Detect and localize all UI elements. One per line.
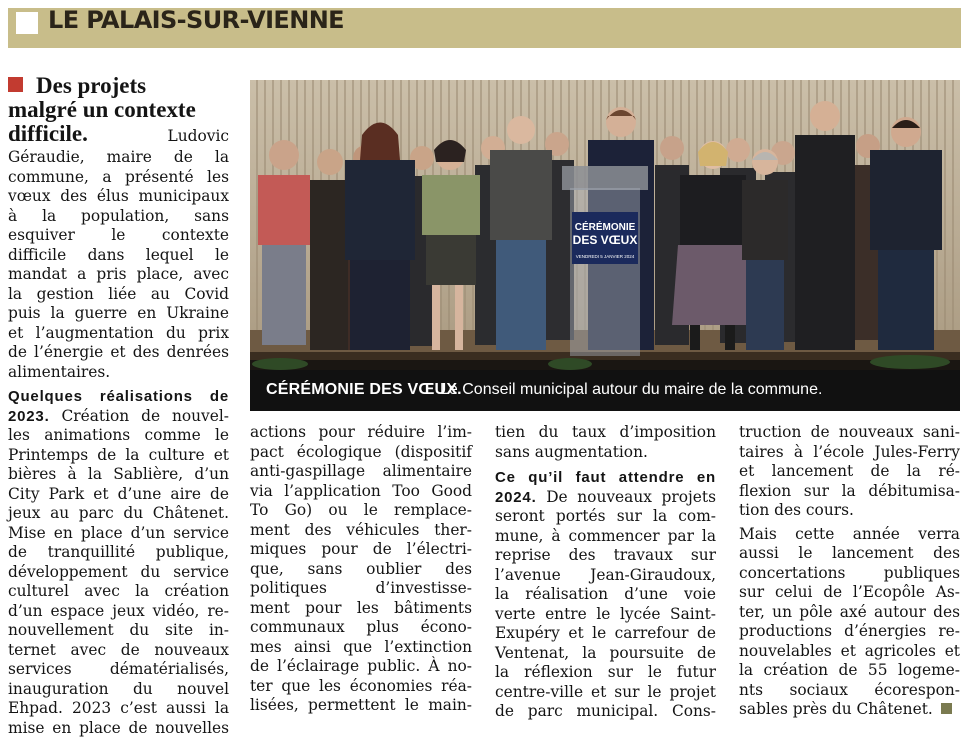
text-line: aussi le lancement des <box>739 544 960 564</box>
text-line: Géraudie, maire de la <box>8 148 229 168</box>
text-line: reprise des travaux sur <box>495 546 716 566</box>
intro-paragraph <box>8 148 229 382</box>
text-line: inauguration du nouvel <box>8 680 229 700</box>
text-line: de parc municipal. Cons- <box>495 702 716 722</box>
podium-sign-line-2: DES VŒUX <box>573 233 638 247</box>
text-line: la réalisation d’une voie <box>495 585 716 605</box>
text-line: City Park et d’une aire de <box>8 485 229 505</box>
text-line: mune, à commencer par la <box>495 527 716 547</box>
section-title: LE PALAIS-SUR-VIENNE <box>48 6 344 34</box>
text-line: bières à la Sablière, d’un <box>8 465 229 485</box>
text-line: la gestion liée au Covid <box>8 285 229 305</box>
text-line: et lancement de la ré- <box>739 462 960 482</box>
text-line: de l’éclairage public. À no- <box>250 657 472 677</box>
text-line: anti-gaspillage alimentaire <box>250 462 472 482</box>
text-line: ment pour les bâtiments <box>250 599 472 619</box>
text-line: que, sans oublier des <box>250 560 472 580</box>
plant <box>252 358 308 370</box>
text-line: To Go) ou le remplace- <box>250 501 472 521</box>
plant <box>548 358 592 370</box>
text-line: sans augmentation. <box>495 443 716 463</box>
subheading-line: Quelques réalisations de <box>8 387 229 407</box>
podium <box>562 166 648 356</box>
header-square-icon <box>16 12 38 34</box>
text-line: puis la guerre en Ukraine <box>8 304 229 324</box>
text-line: alimentaires. <box>8 363 229 383</box>
text-line: sur celui de l’Ecopôle As- <box>739 583 960 603</box>
text-line: nouvellement du site in- <box>8 621 229 641</box>
text-line: via l’application Too Good <box>250 482 472 502</box>
text-line: tion des cours. <box>739 501 960 521</box>
text-line: productions d’énergies re- <box>739 622 960 642</box>
headline-line: malgré un contexte <box>8 98 229 121</box>
subheading-line: Ce qu’il faut attendre en <box>495 468 716 488</box>
text-line: Ehpad. 2023 c’est aussi la <box>8 699 229 719</box>
text-line: Exupéry et le carrefour de <box>495 624 716 644</box>
text-line: Ventenat, la poursuite de <box>495 644 716 664</box>
text-line: pact écologique (dispositif <box>250 443 472 463</box>
text-line: nouvelables et agricoles et <box>739 642 960 662</box>
text-line: Mais cette année verra <box>739 525 960 545</box>
photo-illustration <box>250 80 960 411</box>
text-line: ter, un pôle axé autour des <box>739 603 960 623</box>
text-line: la création de 55 logeme- <box>739 661 960 681</box>
text-line: d’un espace jeux vidéo, re- <box>8 602 229 622</box>
podium-sign-date: VENDREDI 5 JANVIER 2024 <box>576 254 635 259</box>
text-line: difficile dans lequel le <box>8 246 229 266</box>
text-line: lisées, permettent le main- <box>250 696 472 716</box>
text-line: actions pour réduire l’im- <box>250 423 472 443</box>
column-2 <box>250 423 472 716</box>
text-line: de l’énergie et des denrées <box>8 343 229 363</box>
paragraph-ecopole <box>739 525 960 720</box>
section-2024 <box>495 468 716 722</box>
column-3 <box>495 423 716 722</box>
text-line: ment des véhicules ther- <box>250 521 472 541</box>
headline-line: Des projets <box>8 74 229 97</box>
text-line: commune, a présenté les <box>8 168 229 188</box>
text-line: concertations publiques <box>739 564 960 584</box>
text-line: Printemps de la culture et <box>8 446 229 466</box>
text-line: truction de nouveaux sani- <box>739 423 960 443</box>
text-line: de tranquillité publique, <box>8 543 229 563</box>
text-line: tien du taux d’imposition <box>495 423 716 443</box>
text-line: flexion sur la débitumisa- <box>739 482 960 502</box>
text-line: culturel avec la création <box>8 582 229 602</box>
text-line: à la population, sans <box>8 207 229 227</box>
podium-sign-line-1: CÉRÉMONIE <box>575 220 636 233</box>
text-line: développement du service <box>8 563 229 583</box>
photo-caption-text: Le Conseil municipal autour du maire de la commune. <box>440 381 822 399</box>
text-line: 2024. De nouveaux projets <box>495 488 716 508</box>
text-line: politiques d’investisse- <box>250 579 472 599</box>
section-2023 <box>8 387 229 738</box>
text-line: communaux plus écono- <box>250 618 472 638</box>
red-square-icon <box>8 77 23 92</box>
text-line: nts sociaux écorespon- <box>739 681 960 701</box>
text-line: les animations comme le <box>8 426 229 446</box>
column-1 <box>8 74 229 738</box>
text-line: esquiver le contexte <box>8 226 229 246</box>
text-line: 2023. Création de nouvel- <box>8 407 229 427</box>
text-line: ter que les économies réa- <box>250 677 472 697</box>
text-line: mise en place de nouvelles <box>8 719 229 738</box>
text-line: taires à l’école Jules-Ferry <box>739 443 960 463</box>
ceremony-photo <box>250 80 960 411</box>
text-line: services dématérialisés, <box>8 660 229 680</box>
text-line: ternet avec de nouveaux <box>8 641 229 661</box>
text-line: mandat a pris place, avec <box>8 265 229 285</box>
text-line: sables près du Châtenet. <box>739 700 960 720</box>
text-line: la réflexion sur le futur <box>495 663 716 683</box>
text-line: vœux des élus municipaux <box>8 187 229 207</box>
end-mark-icon <box>941 703 952 714</box>
plant <box>870 355 950 369</box>
column-4 <box>739 423 960 720</box>
text-line: centre-ville et sur le projet <box>495 683 716 703</box>
text-line: jeux au parc du Châtenet. <box>8 504 229 524</box>
text-line: miques pour de l’électri- <box>250 540 472 560</box>
text-line: Mise en place d’un service <box>8 524 229 544</box>
photo-caption-label: CÉRÉMONIE DES VŒUX. <box>266 381 462 399</box>
text-line: seront portés sur la com- <box>495 507 716 527</box>
headline-tail-line: difficile. Ludovic <box>8 122 229 148</box>
text-line: et l’augmentation du prix <box>8 324 229 344</box>
text-line: mes ainsi que l’extinction <box>250 638 472 658</box>
text-line: verte entre le lycée Saint- <box>495 605 716 625</box>
text-line: l’avenue Jean-Giraudoux, <box>495 566 716 586</box>
